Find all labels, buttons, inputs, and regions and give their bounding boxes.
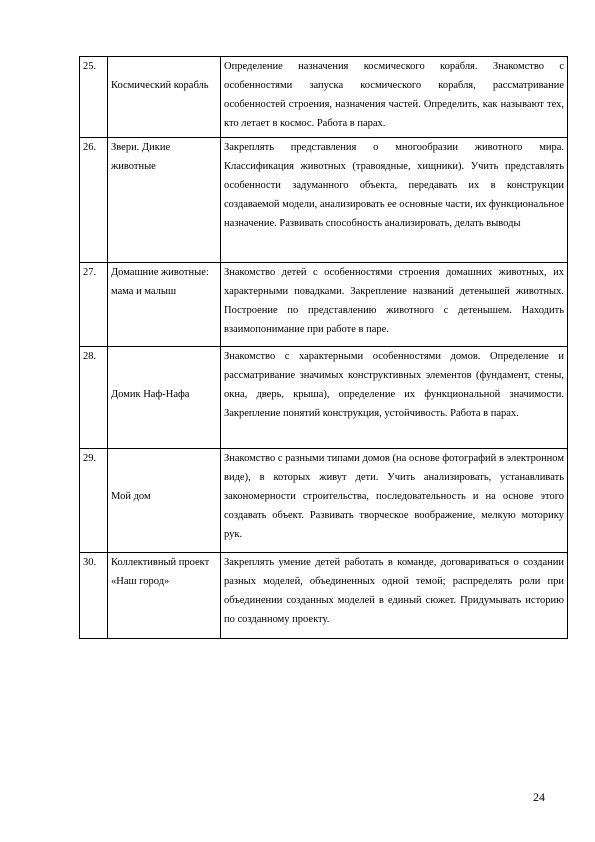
row-topic: Звери. Дикие животные [108,138,221,263]
table-row [80,263,568,347]
table-row [80,449,568,553]
row-number: 29. [80,449,108,553]
table-row [80,57,568,138]
row-number: 27. [80,263,108,347]
row-topic [108,347,221,449]
row-number: 30. [80,553,108,639]
row-description: Определение назначения космического корабля. Знакомство с особенностями запуска космического корабля, рассматривание особенностей строения, назначения частей. Определить, как называют тех, кто летает в космос. Работа в парах. [221,57,568,138]
row-topic [108,57,221,138]
row-topic [108,449,221,553]
row-number: 25. [80,57,108,138]
row-number: 28. [80,347,108,449]
page-number: 24 [533,790,545,804]
row-topic-text: Мой дом [111,491,151,502]
row-description: Закреплять представления о многообразии животного мира. Классификация животных (травоядные, хищники). Учить представлять особенности задуманного объекта, передавать их в конструкции создаваемой модели, анализировать ее основные части, их функциональное назначение. Развивать способность анализировать, делать выводы [221,138,568,263]
table-row [80,347,568,449]
row-description: Знакомство с разными типами домов (на основе фотографий в электронном виде), в которых живут дети. Учить анализировать, устанавливать закономерности строительства, последовательность и на основе этого создавать объект. Развивать творческое воображение, мелкую моторику рук. [221,449,568,553]
lesson-plan-table [79,56,568,639]
row-topic-text: Домик Наф-Нафа [111,389,190,400]
table-row [80,138,568,263]
row-description: Закреплять умение детей работать в команде, договариваться о создании разных моделей, объединенных одной темой; распределять роли при объединении созданных моделей в единый сюжет. Придумывать историю по созданному проекту. [221,553,568,639]
row-description: Знакомство детей с особенностями строения домашних животных, их характерными повадками. Закрепление названий детенышей животных. Построение по представлению животного с детенышем. Находить взаимопонимание при работе в паре. [221,263,568,347]
row-description: Знакомство с характерными особенностями домов. Определение и рассматривание значимых конструктивных элементов (фундамент, стены, окна, дверь, крыша), определение их функциональной значимости. Закрепление понятий конструкция, устойчивость. Работа в парах. [221,347,568,449]
row-number: 26. [80,138,108,263]
table-row [80,553,568,639]
row-topic: Коллективный проект «Наш город» [108,553,221,639]
row-topic-text: Космический корабль [111,80,209,91]
row-topic: Домашние животные: мама и малыш [108,263,221,347]
